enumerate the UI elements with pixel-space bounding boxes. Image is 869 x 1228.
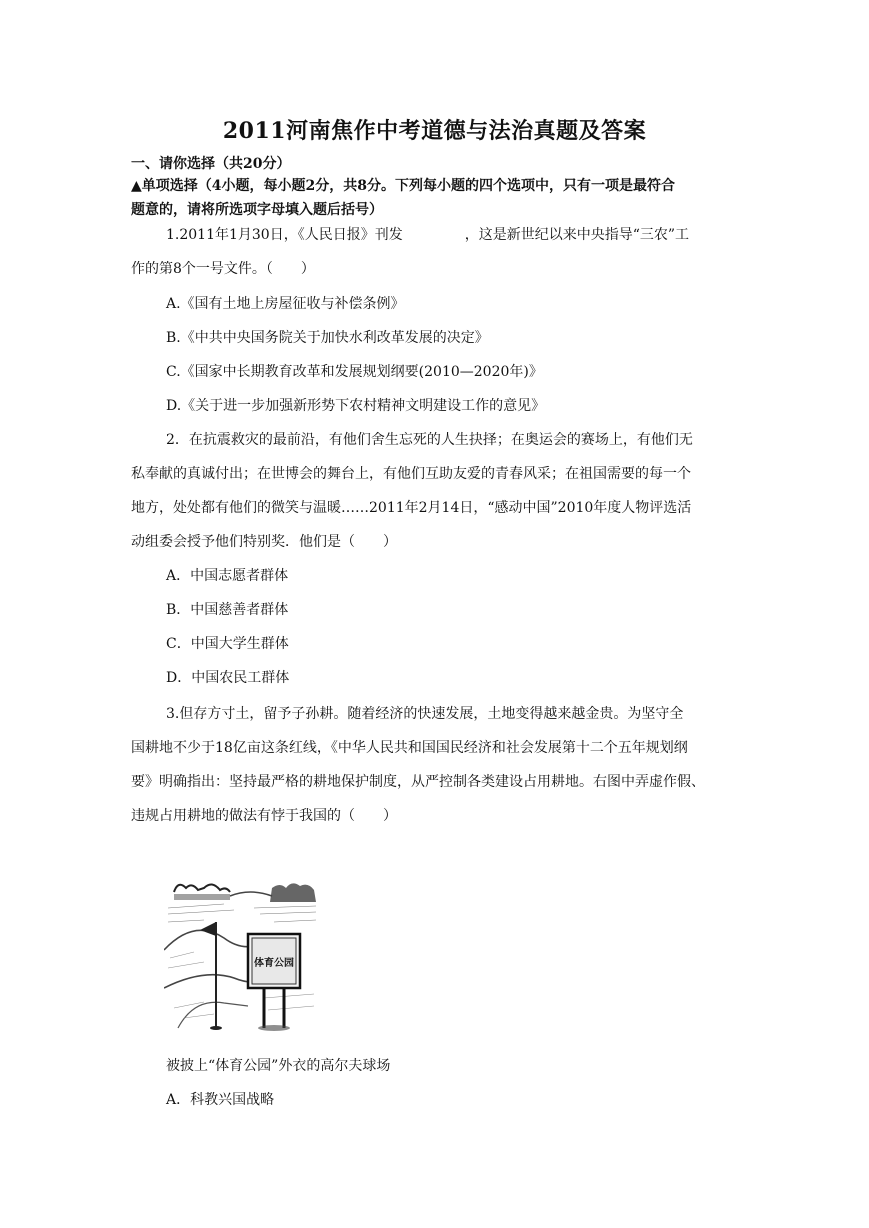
question-1-option-d: D.《关于进一步加强新形势下农村精神文明建设工作的意见》 — [166, 398, 546, 414]
question-1-line-1 — [131, 218, 739, 252]
question-2-line-2: 私奉献的真诚付出；在世博会的舞台上，有他们互助友爱的青春风采；在祖国需要的每一个 — [131, 466, 691, 482]
question-3-option-a: A．科教兴国战略 — [166, 1092, 275, 1108]
question-3-line-2: 国耕地不少于18亿亩这条红线，《中华人民共和国国民经济和社会发展第十二个五年规划纲 — [131, 740, 688, 756]
section-heading: 一、请你选择（共20分） — [131, 156, 291, 172]
question-1-option-b: B.《中共中央国务院关于加快水利改革发展的决定》 — [166, 330, 489, 346]
golf-course-illustration — [164, 878, 322, 1038]
question-3-line-1-text: 3.但存方寸土，留予子孙耕。随着经济的快速发展，土地变得越来越金贵。为坚守全 — [166, 706, 684, 722]
instruction-line-1: ▲单项选择（4小题，每小题2分，共8分。下列每小题的四个选项中，只有一项是最符合 — [131, 178, 675, 194]
question-3-line-4: 违规占用耕地的做法有悖于我国的（ ） — [131, 808, 397, 824]
page-title: 2011河南焦作中考道德与法治真题及答案 — [222, 118, 647, 144]
sign-text: 体育公园 — [254, 958, 294, 969]
question-3-stem — [131, 697, 739, 833]
question-2-line-4: 动组委会授予他们特别奖．他们是（ ） — [131, 534, 397, 550]
question-1-option-a: A.《国有土地上房屋征收与补偿条例》 — [166, 296, 405, 312]
question-1-stem-a: 1.2011年1月30日，《人民日报》刊发 — [166, 227, 403, 243]
question-2-option-c: C．中国大学生群体 — [166, 636, 289, 652]
instructions — [131, 174, 739, 222]
question-3-line-1 — [131, 697, 739, 731]
question-1-option-c: C.《国家中长期教育改革和发展规划纲要(2010—2020年)》 — [166, 364, 543, 380]
instruction-line-2: 题意的，请将所选项字母填入题后括号） — [131, 202, 383, 218]
question-2-stem — [131, 423, 739, 559]
question-1-line-2: 作的第8个一号文件。（ ） — [131, 261, 315, 277]
question-2-line-1-text: 2．在抗震救灾的最前沿，有他们舍生忘死的人生抉择；在奥运会的赛场上，有他们无 — [166, 432, 693, 448]
question-1-stem — [131, 218, 739, 286]
question-2-option-a: A．中国志愿者群体 — [166, 568, 289, 584]
question-2-option-d: D．中国农民工群体 — [166, 670, 290, 686]
question-1-stem-b: ，这是新世纪以来中央指导“三农”工 — [464, 227, 690, 243]
figure-caption: 被披上“体育公园”外衣的高尔夫球场 — [166, 1058, 391, 1074]
question-2-line-1 — [131, 423, 739, 457]
question-2-option-b: B．中国慈善者群体 — [166, 602, 289, 618]
question-3-line-3: 要》明确指出：坚持最严格的耕地保护制度，从严控制各类建设占用耕地。右图中弄虚作假、 — [131, 774, 705, 790]
question-2-line-3: 地方，处处都有他们的微笑与温暖……2011年2月14日，“感动中国”2010年度人物评选活 — [131, 500, 692, 516]
